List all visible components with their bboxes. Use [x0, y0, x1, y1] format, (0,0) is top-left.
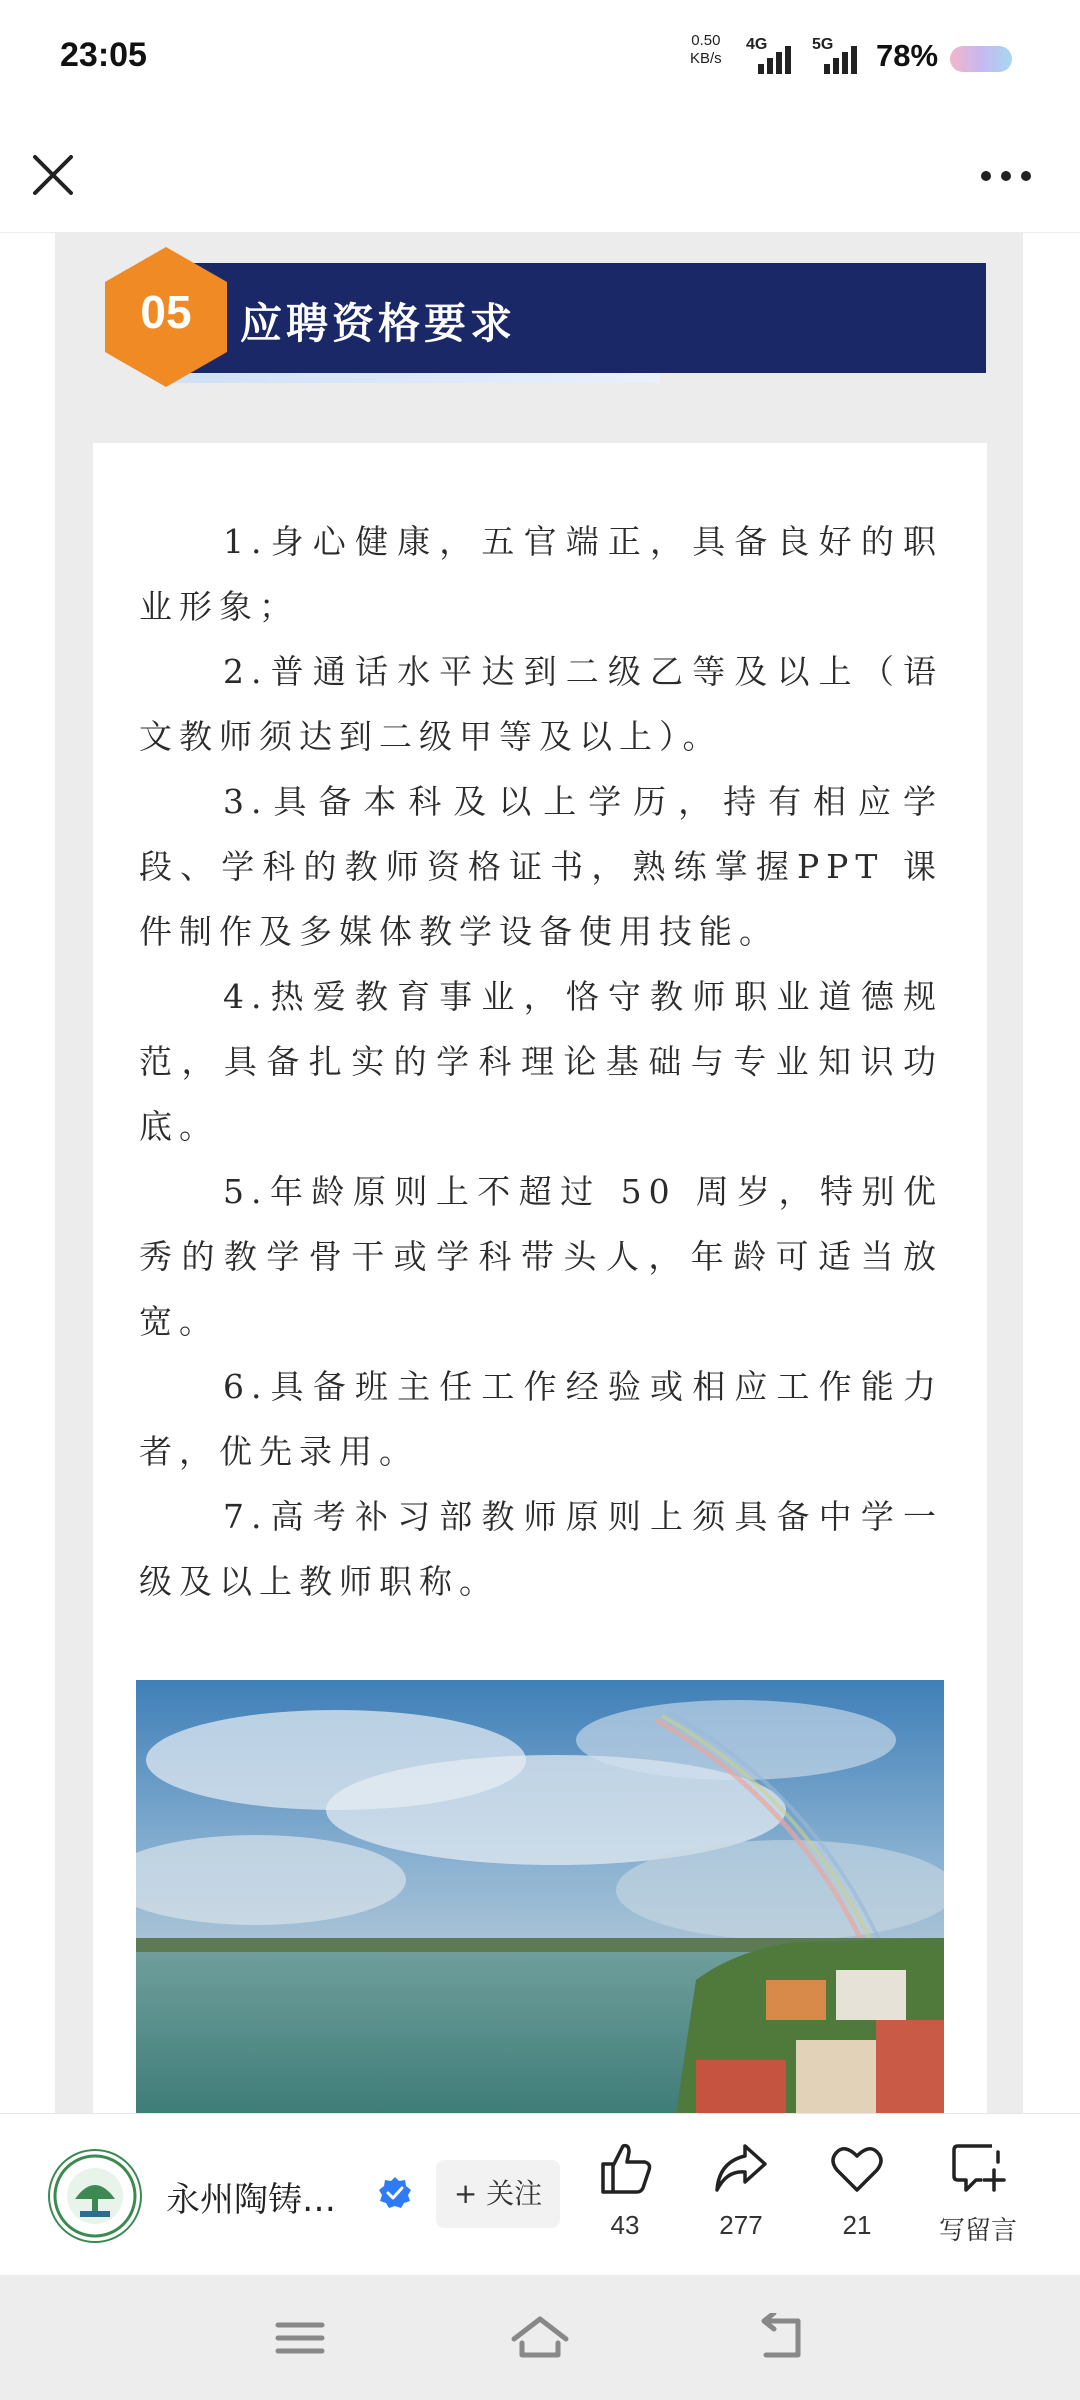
like-count: 43 [610, 2210, 640, 2240]
network-speed-unit: KB/s [690, 50, 722, 67]
bottom-action-bar [0, 2113, 1080, 2276]
battery-icon [950, 46, 1012, 72]
system-navigation-bar [0, 2275, 1080, 2400]
requirement-item: 2.普通话水平达到二级乙等及以上（语文教师须达到二级甲等及以上）。 [139, 652, 943, 756]
signal-icon [818, 44, 866, 74]
network-speed [690, 32, 722, 68]
comment-add-icon [948, 2138, 1008, 2198]
share-button[interactable] [686, 2138, 796, 2241]
network-type-5g: 5G [812, 36, 834, 53]
write-comment-label: 写留言 [938, 2215, 1017, 2245]
top-app-bar [0, 116, 1080, 233]
back-icon[interactable] [752, 2313, 812, 2363]
status-time: 23:05 [60, 36, 147, 74]
follow-button[interactable]: + 关注 [436, 2160, 560, 2228]
status-bar [0, 0, 1080, 116]
requirement-item: 1.身心健康，五官端正，具备良好的职业形象； [139, 522, 943, 626]
school-logo-icon [50, 2151, 140, 2241]
account-avatar[interactable] [48, 2149, 142, 2243]
share-arrow-icon [711, 2138, 771, 2198]
signal-icon [752, 44, 800, 74]
menu-icon[interactable] [270, 2313, 330, 2363]
requirements-list [139, 509, 943, 1614]
thumbs-up-icon [595, 2138, 655, 2198]
write-comment-button[interactable] [918, 2138, 1038, 2247]
article-content[interactable] [0, 233, 1080, 2113]
requirement-item: 4.热爱教育事业，恪守教师职业道德规范，具备扎实的学科理论基础与专业知识功底。 [139, 977, 943, 1146]
share-count: 277 [719, 2210, 763, 2240]
favorite-count: 21 [842, 2210, 872, 2240]
close-icon[interactable] [30, 152, 76, 198]
heart-icon [827, 2138, 887, 2198]
account-name[interactable]: 永州陶铸… [166, 2180, 336, 2220]
requirement-item: 7.高考补习部教师原则上须具备中学一级及以上教师职称。 [139, 1497, 943, 1601]
section-header-accent [160, 373, 660, 383]
like-button[interactable] [570, 2138, 680, 2241]
more-options-icon[interactable] [978, 166, 1034, 186]
network-speed-value: 0.50 [691, 32, 721, 49]
lake-rainbow-photo[interactable] [136, 1680, 944, 2113]
verified-badge-icon [378, 2176, 412, 2210]
battery-level: 78% [876, 38, 939, 73]
home-icon[interactable] [510, 2313, 570, 2363]
requirement-item: 5.年龄原则上不超过 50 周岁，特别优秀的教学骨干或学科带头人，年龄可适当放宽。 [139, 1172, 943, 1341]
requirement-item: 6.具备班主任工作经验或相应工作能力者，优先录用。 [139, 1367, 943, 1471]
requirement-item: 3.具备本科及以上学历，持有相应学段、学科的教师资格证书，熟练掌握PPT 课件制作及多媒体教学设备使用技能。 [139, 782, 943, 951]
network-type-4g: 4G [746, 36, 768, 53]
section-number: 05 [140, 286, 192, 338]
section-title: 应聘资格要求 [240, 299, 517, 348]
favorite-button[interactable] [802, 2138, 912, 2241]
